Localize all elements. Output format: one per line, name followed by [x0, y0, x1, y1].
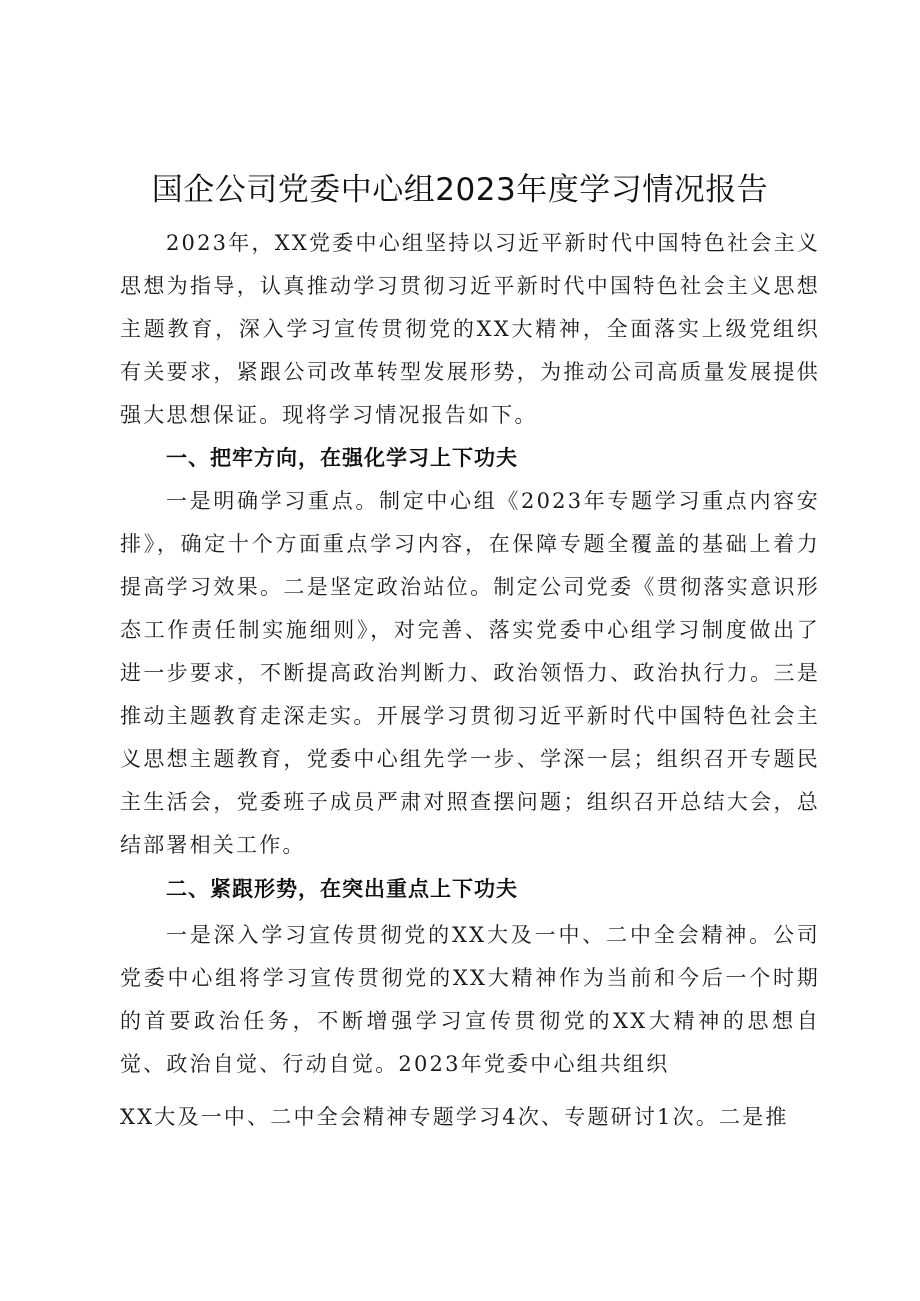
intro-paragraph: 2023年，XX党委中心组坚持以习近平新时代中国特色社会主义思想为指导，认真推动学习贯彻习近平新时代中国特色社会主义思想主题教育，深入学习宣传贯彻党的XX大精神，全面落实上级党组织有关要求，紧跟公司改革转型发展形势，为推动公司高质量发展提供强大思想保证。现将学习情况报告如下。 [120, 231, 820, 427]
section-2-paragraph: 一是深入学习宣传贯彻党的XX大及一中、二中全会精神。公司党委中心组将学习宣传贯彻党的XX大精神作为当前和今后一个时期的首要政治任务，不断增强学习宣传贯彻党的XX大精神的思想自觉、政治自觉、行动自觉。2023年党委中心组共组织 [120, 923, 820, 1076]
document-title: 国企公司党委中心组2023年度学习情况报告 [151, 172, 769, 208]
section-heading-2: 二、紧跟形势，在突出重点上下功夫 [166, 877, 518, 901]
section-1-paragraph: 一是明确学习重点。制定中心组《2023年专题学习重点内容安排》，确定十个方面重点学习内容，在保障专题全覆盖的基础上着力提高学习效果。二是坚定政治站位。制定公司党委《贯彻落实意识形态工作责任制实施细则》，对完善、落实党委中心组学习制度做出了进一步要求，不断提高政治判断力、政治领悟力、政治执行力。三是推动主题教育走深走实。开展学习贯彻习近平新时代中国特色社会主义思想主题教育，党委中心组先学一步、学深一层；组织召开专题民主生活会，党委班子成员严肃对照查摆问题；组织召开总结大会，总结部署相关工作。 [120, 489, 820, 857]
section-2-continuation: XX大及一中、二中全会精神专题学习4次、专题研讨1次。二是推 [120, 1105, 789, 1129]
section-heading-1: 一、把牢方向，在强化学习上下功夫 [166, 446, 518, 470]
